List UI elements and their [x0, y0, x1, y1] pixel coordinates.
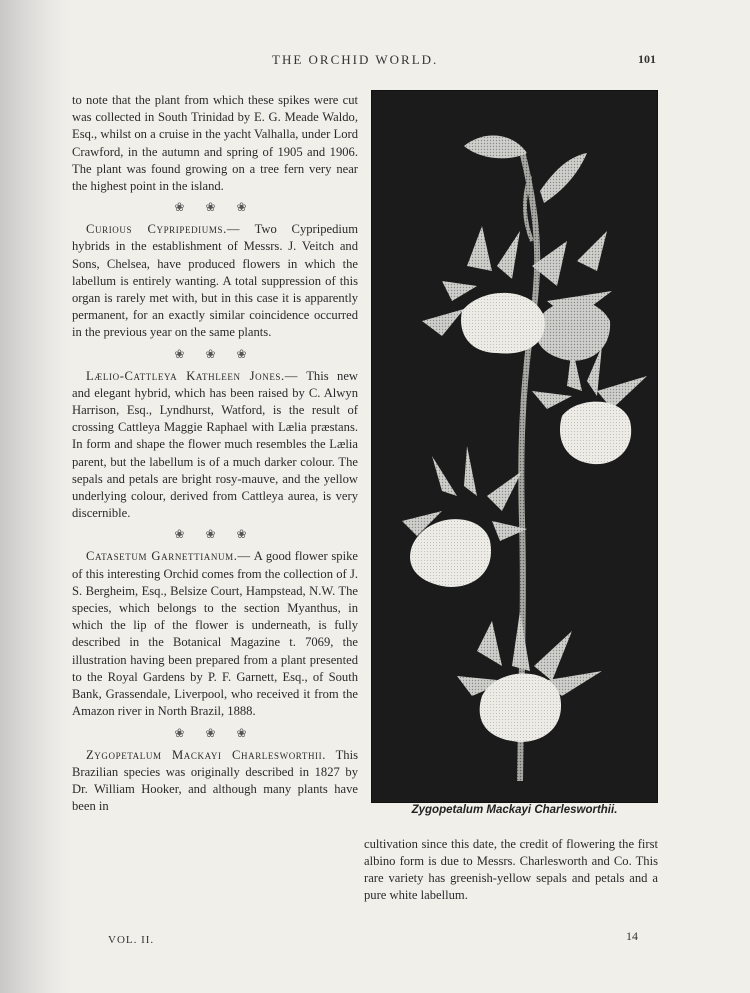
- section-body: A good flower spike of this interesting Orchid comes from the collection of J. S. Bergheim, Esq., Belsize Court, Hampstead, N.W. The species, which belongs to the section Myanthus, in which the lip of the flower is underneath, is fully described in the Botanical Magazine t. 7069, the illustration having been prepared from a plant presented to the Royal Gardens by P. F. Garnett, Esq., of South Bank, Grassendale, Liverpool, who received it from the Amazon river in North Brazil, 1888.: [72, 549, 358, 719]
- volume-marker: VOL. II.: [108, 934, 155, 946]
- section-paragraph: [72, 548, 358, 720]
- section-heading: Curious Cypripediums.—: [86, 222, 241, 237]
- section-ornament: ❀ ❀ ❀: [174, 346, 256, 361]
- flower-lower-left: [402, 446, 527, 587]
- section-heading: Catasetum Garnettianum.—: [86, 549, 251, 564]
- top-bud: [464, 136, 587, 241]
- continuation-paragraph: cultivation since this date, the credit of flowering the first albino form is due to Messrs. Charlesworth and Co. This rare variety has greenish-yellow sepals and petals and a pure white labellum.: [364, 837, 658, 902]
- section-body: Two Cypripedium hybrids in the establishment of Messrs. J. Veitch and Sons, Chelsea, have produced flowers in which the labellum is entirely wanting. A total suppression of this organ is rarely met with, but in this case it is apparently permanent, for an exactly similar coincidence occurred in the previous year on the same plants.: [72, 222, 359, 340]
- section-paragraph: [72, 747, 358, 816]
- section-heading: Zygopetalum Mackayi Charlesworthii.: [86, 747, 326, 762]
- section-paragraph: [72, 221, 358, 341]
- section-body: This Brazilian species was originally described in 1827 by Dr. William Hooker, and although many plants have been in: [72, 747, 358, 814]
- section-heading: Lælio-Cattleya Kathleen Jones.—: [86, 368, 298, 383]
- section-ornament: ❀ ❀ ❀: [174, 200, 256, 215]
- orchid-photograph: [371, 90, 658, 803]
- intro-paragraph: to note that the plant from which these spikes were cut was collected in South Trinidad by E. G. Meade Waldo, Esq., whilst on a cruise in the yacht Valhalla, under Lord Crawford, in the autumn and spring of 1905 and 1906. The plant was found growing on a tree fern very near the highest point in the island.: [72, 93, 358, 194]
- signature-mark: 14: [626, 929, 638, 943]
- right-column: [364, 836, 658, 904]
- section-ornament: ❀ ❀ ❀: [174, 725, 256, 740]
- flower-bottom: [457, 611, 602, 742]
- page-gutter-shadow: [0, 0, 70, 993]
- left-column: [72, 92, 358, 815]
- flower-middle: [532, 346, 647, 464]
- orchid-illustration: [372, 91, 659, 804]
- section-paragraph: [72, 368, 358, 523]
- journal-title: THE ORCHID WORLD.: [272, 52, 439, 67]
- running-header: [0, 52, 750, 72]
- section-ornament: ❀ ❀ ❀: [174, 527, 256, 542]
- page-number: 101: [638, 52, 656, 66]
- flower-upper: [422, 226, 612, 361]
- orchid-figure: [371, 90, 658, 816]
- figure-caption: Zygopetalum Mackayi Charlesworthii.: [411, 804, 618, 816]
- section-body: This new and elegant hybrid, which has been raised by C. Alwyn Harrison, Esq., Lyndhurst, Watford, is the result of crossing Cattleya Maggie Raphael with Lælia præstans. In form and shape the flower much resembles the Lælia parent, but the labellum is of a much darker colour. The sepals and petals are bright rosy-mauve, and the yellow underlying colour, derived from Cattleya aurea, is very discernible.: [72, 368, 359, 521]
